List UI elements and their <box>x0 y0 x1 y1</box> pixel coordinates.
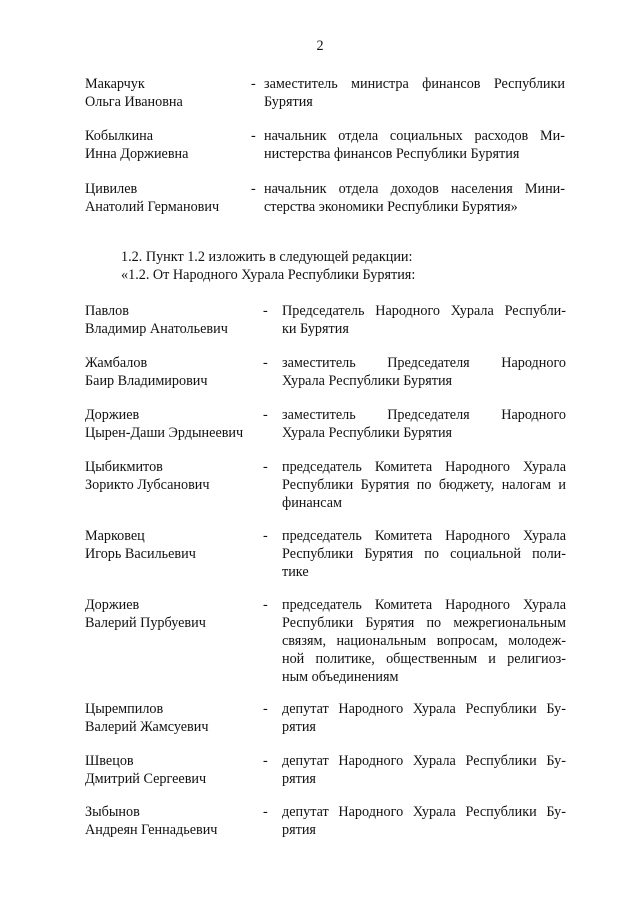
member-position <box>282 752 566 788</box>
member-name <box>85 75 255 111</box>
member-given-names: Инна Доржиевна <box>85 146 189 162</box>
member-surname: Цыремпилов <box>85 701 164 717</box>
position-line: Республики Бурятия по социальной поли- <box>282 546 566 562</box>
position-line: Бурятия <box>264 94 313 110</box>
position-line: Республики Бурятия по бюджету, налогам и <box>282 477 566 493</box>
member-position <box>282 458 566 512</box>
dash-separator: - <box>263 355 268 371</box>
dash-separator: - <box>263 528 268 544</box>
member-position <box>282 406 566 442</box>
member-given-names: Ольга Ивановна <box>85 94 183 110</box>
member-surname: Доржиев <box>85 597 140 613</box>
dash-separator: - <box>263 753 268 769</box>
position-line: начальник отдела доходов населения Мини- <box>264 181 565 197</box>
dash-separator: - <box>263 459 268 475</box>
position-line: председатель Комитета Народного Хурала <box>282 528 566 544</box>
member-surname: Зыбынов <box>85 804 140 820</box>
member-given-names: Цырен-Даши Эрдынеевич <box>85 425 244 441</box>
position-line: рятия <box>282 719 316 735</box>
dash-separator: - <box>251 76 256 92</box>
position-line: Республики Бурятия по межрегиональным <box>282 615 566 631</box>
member-surname: Марковец <box>85 528 145 544</box>
position-line: депутат Народного Хурала Республики Бу- <box>282 804 566 820</box>
member-name <box>85 700 255 736</box>
dash-separator: - <box>251 128 256 144</box>
member-position <box>264 75 565 111</box>
member-name <box>85 596 255 632</box>
member-position <box>282 700 566 736</box>
position-line: депутат Народного Хурала Республики Бу- <box>282 753 566 769</box>
member-given-names: Игорь Васильевич <box>85 546 196 562</box>
member-name <box>85 406 255 442</box>
position-line: стерства экономики Республики Бурятия» <box>264 199 518 215</box>
amendment-paragraph: 1.2. Пункт 1.2 изложить в следующей редакции: <box>121 249 413 265</box>
position-line: рятия <box>282 822 316 838</box>
member-name <box>85 527 255 563</box>
dash-separator: - <box>263 303 268 319</box>
member-surname: Кобылкина <box>85 128 154 144</box>
position-line: председатель Комитета Народного Хурала <box>282 459 566 475</box>
position-line: финансам <box>282 495 343 511</box>
member-surname: Цивилев <box>85 181 138 197</box>
member-given-names: Баир Владимирович <box>85 373 208 389</box>
member-name <box>85 354 255 390</box>
member-given-names: Анатолий Германович <box>85 199 220 215</box>
member-name <box>85 302 255 338</box>
member-position <box>282 596 566 686</box>
member-surname: Жамбалов <box>85 355 148 371</box>
member-surname: Швецов <box>85 753 134 769</box>
member-surname: Макарчук <box>85 76 145 92</box>
member-name <box>85 458 255 494</box>
member-position <box>282 527 566 581</box>
position-line: ки Бурятия <box>282 321 349 337</box>
member-surname: Павлов <box>85 303 129 319</box>
dash-separator: - <box>263 407 268 423</box>
position-line: Хурала Республики Бурятия <box>282 425 453 441</box>
member-position <box>282 803 566 839</box>
dash-separator: - <box>251 181 256 197</box>
member-position <box>264 127 565 163</box>
member-name <box>85 752 255 788</box>
member-name <box>85 127 255 163</box>
position-line: депутат Народного Хурала Республики Бу- <box>282 701 566 717</box>
member-surname: Цыбикмитов <box>85 459 163 475</box>
amendment-heading: «1.2. От Народного Хурала Республики Бурятия: <box>121 267 416 283</box>
position-line: заместитель министра финансов Республики <box>264 76 565 92</box>
position-line: связям, национальным вопросам, молодеж- <box>282 633 566 649</box>
member-given-names: Зорикто Лубсанович <box>85 477 210 493</box>
position-line: нистерства финансов Республики Бурятия <box>264 146 520 162</box>
position-line: заместитель Председателя Народного <box>282 407 566 423</box>
dash-separator: - <box>263 597 268 613</box>
member-given-names: Валерий Пурбуевич <box>85 615 206 631</box>
position-line: ным объединениям <box>282 669 399 685</box>
dash-separator: - <box>263 804 268 820</box>
position-line: рятия <box>282 771 316 787</box>
dash-separator: - <box>263 701 268 717</box>
member-position <box>282 354 566 390</box>
member-given-names: Владимир Анатольевич <box>85 321 228 337</box>
member-name <box>85 803 255 839</box>
member-given-names: Андреян Геннадьевич <box>85 822 218 838</box>
page-number: 2 <box>316 38 324 54</box>
member-given-names: Валерий Жамсуевич <box>85 719 209 735</box>
member-given-names: Дмитрий Сергеевич <box>85 771 207 787</box>
member-position <box>264 180 565 216</box>
position-line: тике <box>282 564 309 580</box>
position-line: заместитель Председателя Народного <box>282 355 566 371</box>
position-line: председатель Комитета Народного Хурала <box>282 597 566 613</box>
position-line: начальник отдела социальных расходов Ми- <box>264 128 565 144</box>
position-line: Хурала Республики Бурятия <box>282 373 453 389</box>
member-name <box>85 180 255 216</box>
position-line: ной политике, общественным и религиоз- <box>282 651 566 667</box>
member-position <box>282 302 566 338</box>
position-line: Председатель Народного Хурала Республи- <box>282 303 566 319</box>
member-surname: Доржиев <box>85 407 140 423</box>
